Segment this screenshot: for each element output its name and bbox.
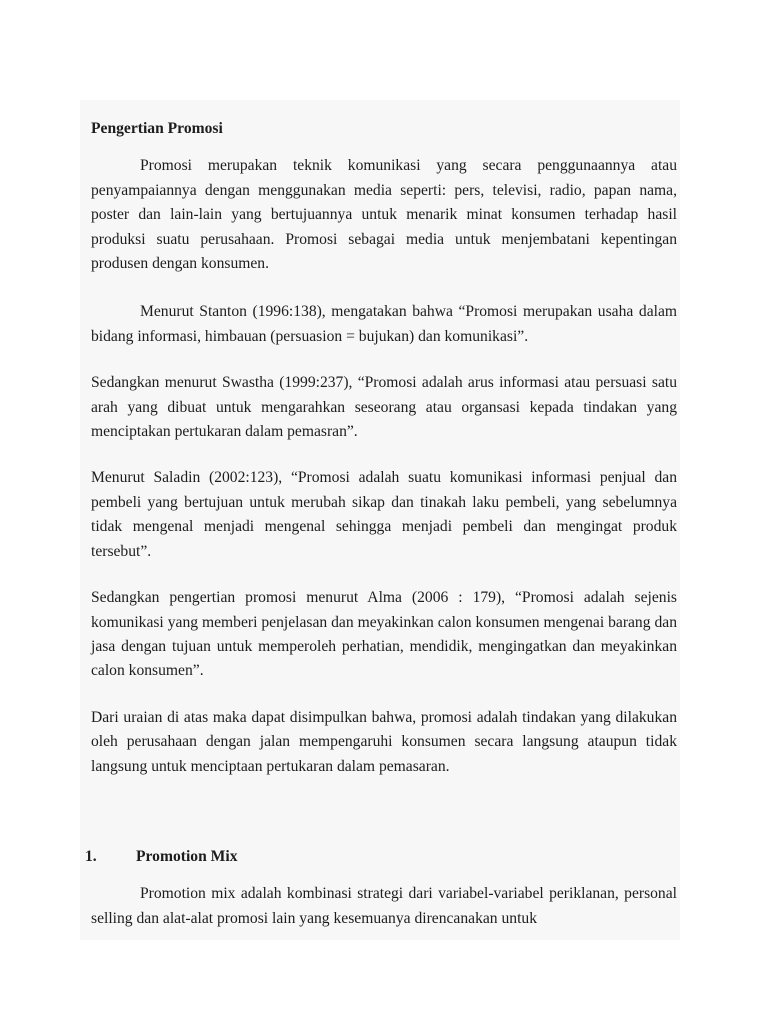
section-title: Promotion Mix: [136, 847, 238, 865]
paragraph-swastha-quote: Sedangkan menurut Swastha (1999:237), “Promosi adalah arus informasi atau persuasi satu arah yang dibuat untuk mengarahkan seseorang atau organsasi kepada tindakan yang menciptakan pertukaran dalam pemasran”.: [91, 374, 677, 441]
paragraph-promosi-definition: Promosi merupakan teknik komunikasi yang secara penggunaannya atau penyampaiannya dengan menggunakan media seperti: pers, televisi, radio, papan nama, poster dan lain-lain yang bertujuannya untuk menarik minat konsumen terhadap hasil produksi suatu perusahaan. Promosi sebagai media untuk menjembatani kepentingan produsen dengan konsumen.: [91, 157, 677, 273]
paragraph-conclusion: Dari uraian di atas maka dapat disimpulkan bahwa, promosi adalah tindakan yang dilakukan oleh perusahaan dengan jalan mempengaruhi konsumen secara langsung ataupun tidak langsung untuk menciptaan pertukaran dalam pemasaran.: [91, 708, 677, 775]
page-title: Pengertian Promosi: [91, 120, 223, 137]
section-number: 1.: [85, 847, 97, 865]
promotion-mix-heading: [85, 845, 677, 869]
paragraph-alma-quote: Sedangkan pengertian promosi menurut Alma (2006 : 179), “Promosi adalah sejenis komunikasi yang memberi penjelasan dan meyakinkan calon konsumen mengenai barang dan jasa dengan tujuan untuk memperoleh perhatian, mendidik, mengingatkan dan meyakinkan calon konsumen”.: [91, 589, 677, 680]
document-content: [85, 117, 677, 931]
paragraph-promotion-mix: Promotion mix adalah kombinasi strategi dari variabel-variabel periklanan, personal selling dan alat-alat promosi lain yang kesemuanya direncanakan untuk: [91, 885, 677, 927]
paragraph-saladin-quote: Menurut Saladin (2002:123), “Promosi adalah suatu komunikasi informasi penjual dan pembeli yang bertujuan untuk merubah sikap dan tinakah laku pembeli, yang sebelumnya tidak mengenal menjadi mengenal sehingga menjadi pembeli dan mengingat produk tersebut”.: [91, 469, 677, 560]
paragraph-stanton-quote: Menurut Stanton (1996:138), mengatakan bahwa “Promosi merupakan usaha dalam bidang informasi, himbauan (persuasion = bujukan) dan komunikasi”.: [91, 303, 677, 345]
